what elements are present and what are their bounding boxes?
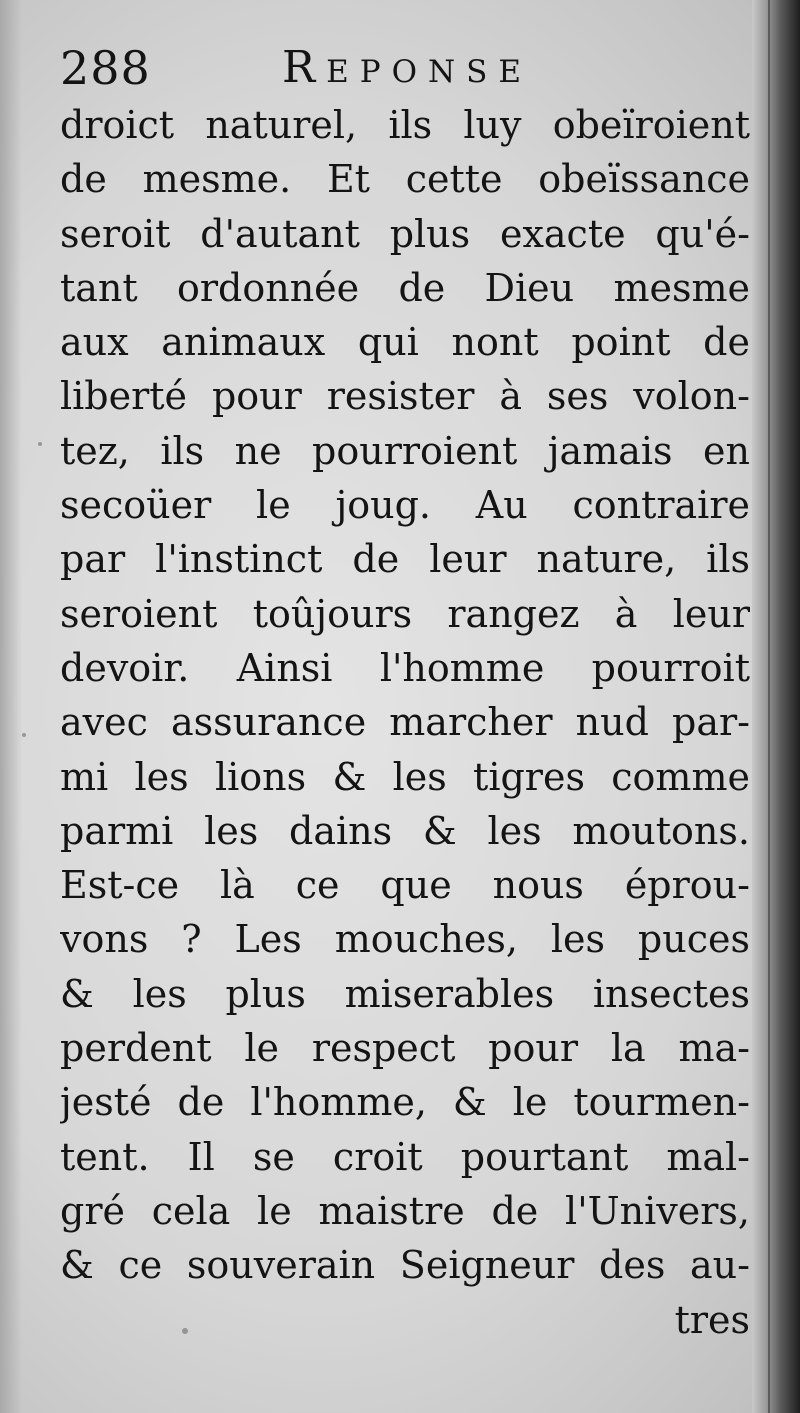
catchword: tres: [674, 1297, 750, 1342]
book-gutter: [752, 0, 800, 1413]
text-line: jesté de l'homme, & le tourmen-: [60, 1080, 750, 1125]
text-line: seroit d'autant plus exacte qu'é-: [60, 211, 750, 256]
paper-fleck: [182, 1328, 188, 1334]
page-edge-shadow: [0, 0, 22, 1413]
text-line: de mesme. Et cette obeïssance: [60, 157, 750, 202]
page-number: 288: [60, 41, 151, 95]
text-line: liberté pour resister à ses volon-: [60, 374, 750, 419]
text-line: droict naturel, ils luy obeïroient: [60, 103, 750, 147]
running-head: Reponse: [282, 42, 533, 93]
gutter-line: [768, 0, 770, 1413]
text-line: aux animaux qui nont point de: [60, 320, 750, 365]
text-line: & ce souverain Seigneur des au-: [60, 1243, 750, 1288]
text-line: parmi les dains & les moutons.: [60, 808, 750, 853]
page-header: [60, 38, 750, 98]
paper-fleck: [38, 442, 42, 446]
text-line: tant ordonnée de Dieu mesme: [60, 265, 750, 310]
text-line: vons ? Les mouches, les puces: [60, 917, 750, 962]
text-line: secoüer le joug. Au contraire: [60, 483, 750, 528]
text-line: perdent le respect pour la ma-: [60, 1026, 750, 1071]
body-text: [60, 98, 750, 1347]
text-line: Est-ce là ce que nous éprou-: [60, 863, 750, 908]
text-line: devoir. Ainsi l'homme pourroit: [60, 645, 750, 690]
text-line: gré cela le maistre de l'Univers,: [60, 1188, 750, 1233]
paper-fleck: [22, 733, 26, 737]
text-line: avec assurance marcher nud par-: [60, 700, 750, 745]
text-line: seroient toûjours rangez à leur: [60, 591, 750, 636]
text-line: par l'instinct de leur nature, ils: [60, 537, 750, 582]
text-line: tez, ils ne pourroient jamais en: [60, 428, 750, 473]
text-line: mi les lions & les tigres comme: [60, 754, 750, 799]
text-line: tent. Il se croit pourtant mal-: [60, 1134, 750, 1179]
text-line: & les plus miserables insectes: [60, 971, 750, 1016]
